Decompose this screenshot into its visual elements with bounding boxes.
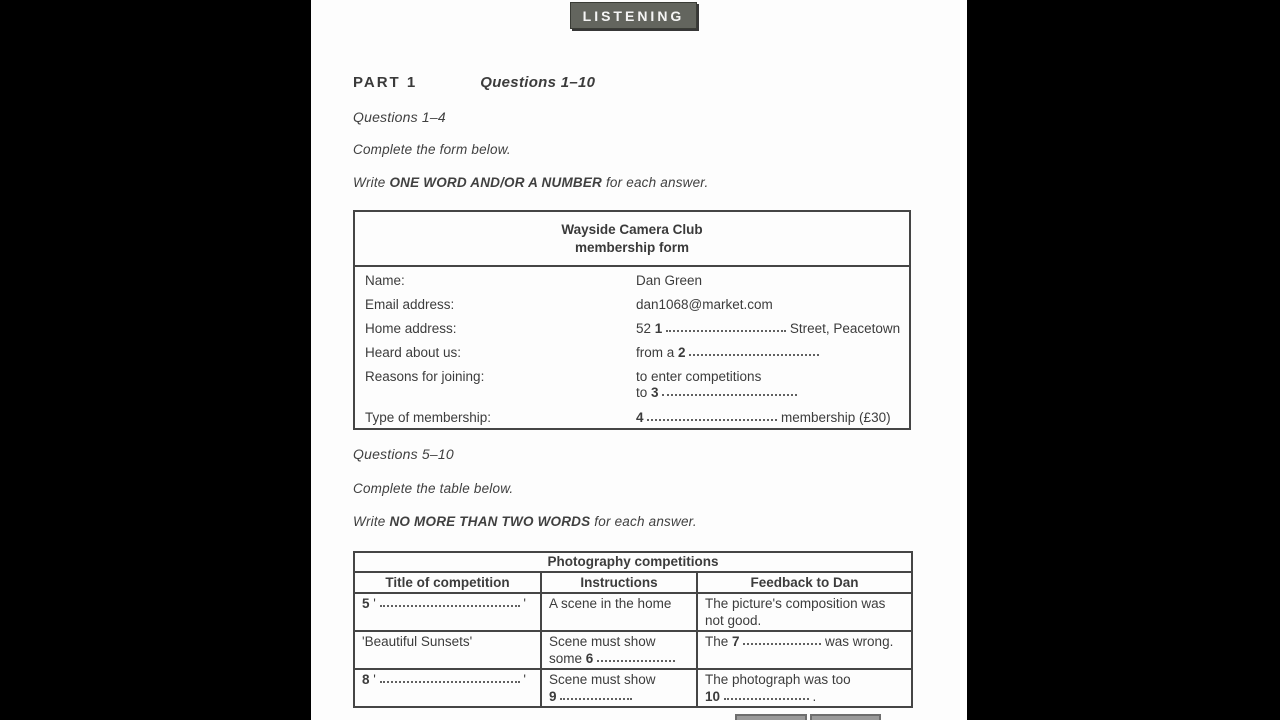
table-instruction: Complete the table below. (353, 481, 514, 496)
q9-instructions-cell: Scene must show 9 (541, 669, 697, 707)
q5-instructions-cell: A scene in the home (541, 593, 697, 631)
table-row (354, 593, 912, 631)
q7-feedback-cell: The 7 was wrong. (697, 631, 912, 669)
cutoff-nav-button-1[interactable] (735, 714, 807, 720)
answer-blank-2 (689, 353, 819, 356)
part1-heading (353, 74, 913, 92)
table-row (354, 669, 912, 707)
table-row (354, 631, 912, 669)
listening-header-box (570, 2, 697, 29)
questions-1-4-heading: Questions 1–4 (353, 109, 446, 125)
q8-title-cell: 8 ' ' (354, 669, 541, 707)
cutoff-nav-button-2[interactable] (810, 714, 881, 720)
column-header-feedback: Feedback to Dan (697, 572, 912, 593)
form-instruction: Complete the form below. (353, 142, 511, 157)
q10-feedback-cell: The photograph was too 10 . (697, 669, 912, 707)
answer-blank-4 (647, 418, 777, 421)
photography-competitions-table (353, 551, 913, 708)
row2-title-cell: 'Beautiful Sunsets' (354, 631, 541, 669)
q5-feedback-cell: The picture's composition was not good. (697, 593, 912, 631)
word-limit-instruction-1: Write ONE WORD AND/OR A NUMBER for each answer. (353, 175, 709, 190)
table-title: Photography competitions (354, 552, 912, 572)
answer-blank-3 (662, 393, 797, 396)
column-header-instructions: Instructions (541, 572, 697, 593)
answer-blank-7 (743, 642, 821, 645)
questions-5-10-heading: Questions 5–10 (353, 446, 454, 462)
part1-title: PART 1 (353, 74, 418, 91)
column-header-title: Title of competition (354, 572, 541, 593)
listening-title: LISTENING (582, 7, 685, 24)
answer-blank-1 (666, 329, 786, 332)
part1-question-range: Questions 1–10 (480, 74, 596, 91)
answer-blank-10 (724, 697, 809, 700)
word-limit-instruction-2: Write NO MORE THAN TWO WORDS for each answer. (353, 514, 697, 529)
document-page (311, 0, 967, 720)
answer-blank-9 (560, 697, 632, 700)
membership-form-title: Wayside Camera Club membership form (355, 212, 909, 267)
answer-blank-6 (597, 659, 675, 662)
membership-form: Wayside Camera Club membership form Name: Dan Green Email address: dan1068@market.com Home address: 52 1 Street, Peacetown Heard about us: from a 2 Reasons for joining: to enter competitions to 3 Type of membership: 4 membership (£30) (353, 210, 911, 430)
q6-instructions-cell: Scene must show some 6 (541, 631, 697, 669)
q5-title-cell: 5 ' ' (354, 593, 541, 631)
answer-blank-5 (380, 604, 520, 607)
answer-blank-8 (380, 680, 520, 683)
